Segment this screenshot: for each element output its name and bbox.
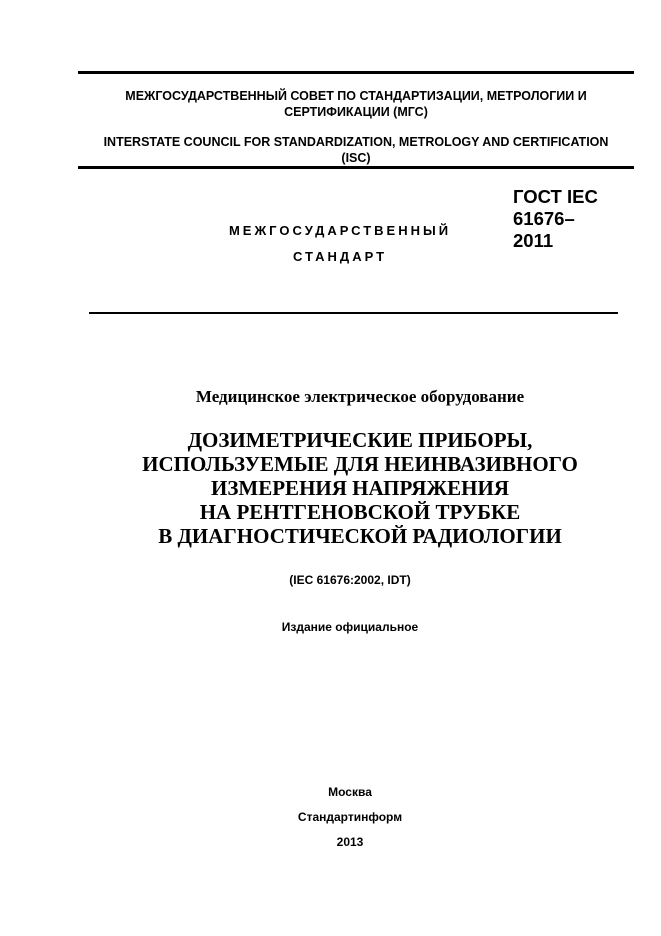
standard-type	[200, 218, 480, 270]
header-bottom-rule	[78, 166, 634, 169]
title-line-2: ИСПОЛЬЗУЕМЫЕ ДЛЯ НЕИНВАЗИВНОГО	[142, 452, 578, 476]
title-line-5: В ДИАГНОСТИЧЕСКОЙ РАДИОЛОГИИ	[158, 524, 562, 548]
council-name-en	[78, 134, 634, 166]
standard-number-line-3: 2011	[513, 230, 554, 251]
title-line-4: НА РЕНТГЕНОВСКОЙ ТРУБКЕ	[199, 500, 521, 524]
council-ru-line-1: МЕЖГОСУДАРСТВЕННЫЙ СОВЕТ ПО СТАНДАРТИЗАЦИИ, МЕТРОЛОГИИ И	[125, 89, 587, 103]
imprint-year: 2013	[336, 835, 364, 849]
council-en-line-2: (ISC)	[341, 151, 371, 165]
title-line-1: ДОЗИМЕТРИЧЕСКИЕ ПРИБОРЫ,	[187, 428, 533, 452]
iec-reference: (IEC 61676:2002, IDT)	[289, 573, 411, 587]
imprint	[250, 780, 450, 855]
document-subtitle: Медицинское электрическое оборудование	[195, 387, 525, 406]
top-rule	[78, 71, 634, 74]
document-title	[60, 428, 660, 548]
council-en-line-1: INTERSTATE COUNCIL FOR STANDARDIZATION, METROLOGY AND CERTIFICATION	[103, 135, 609, 149]
council-ru-line-2: СЕРТИФИКАЦИИ (МГС)	[284, 105, 428, 119]
standard-number	[513, 186, 598, 252]
title-line-3: ИЗМЕРЕНИЯ НАПРЯЖЕНИЯ	[210, 476, 510, 500]
council-name-ru	[78, 88, 634, 120]
standard-type-line-1: МЕЖГОСУДАРСТВЕННЫЙ	[228, 223, 452, 238]
standard-number-line-1: ГОСТ IEC	[513, 186, 598, 207]
imprint-city: Москва	[328, 785, 372, 799]
standard-number-line-2: 61676–	[513, 208, 575, 229]
standard-type-line-2: СТАНДАРТ	[292, 249, 388, 264]
standard-bottom-rule	[89, 312, 618, 314]
edition-label: Издание официальное	[281, 620, 419, 634]
imprint-publisher: Стандартинформ	[297, 810, 403, 824]
